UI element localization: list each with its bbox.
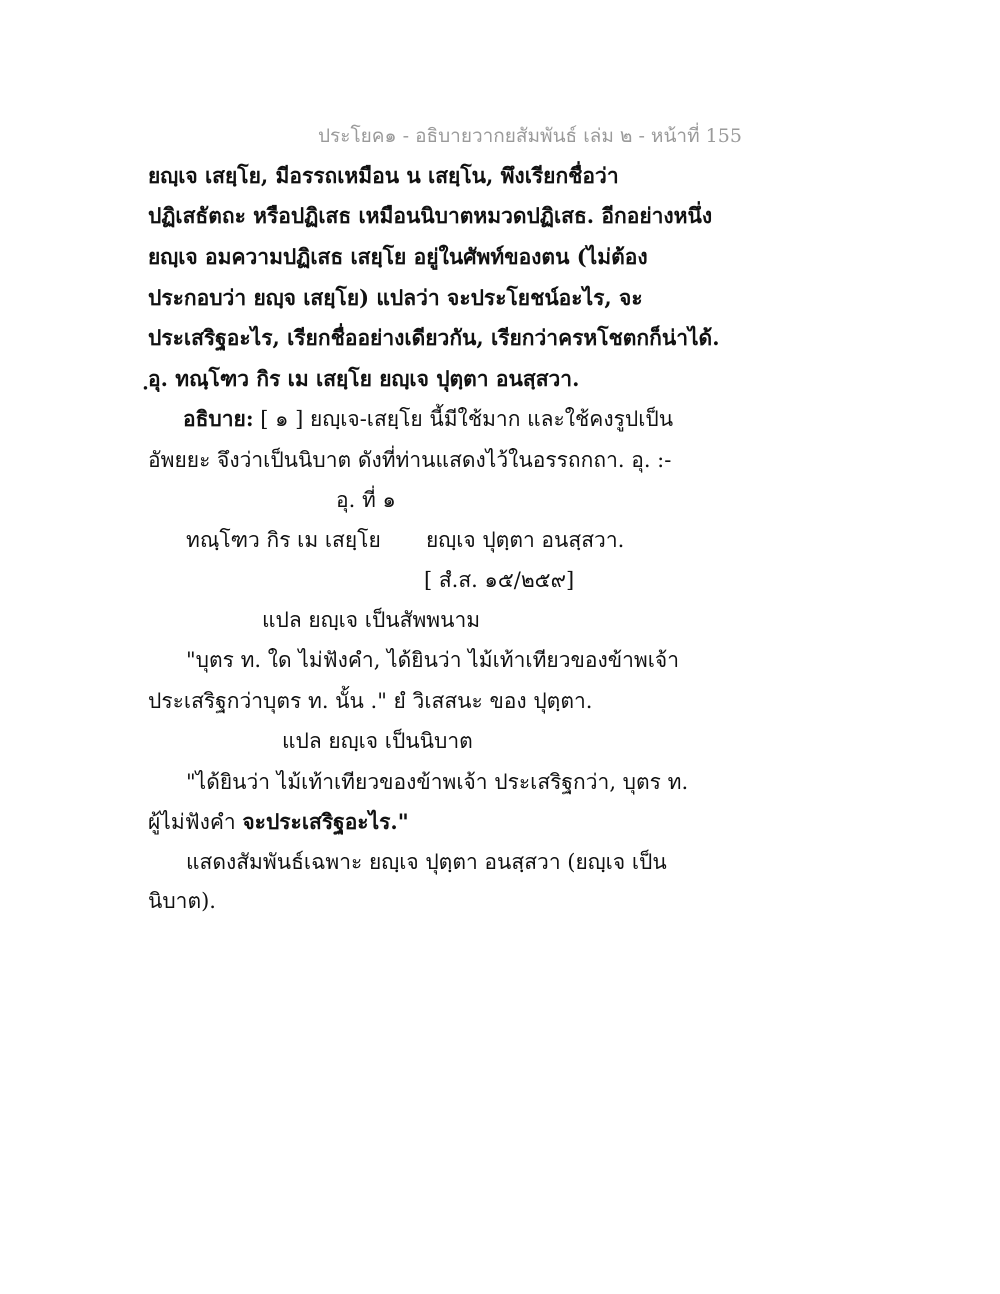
bold-paragraph-line: ฺอุ. ทณฺโฑว กิร เม เสยฺโย ยญฺเจ ปุตฺตา อนสฺสวา. bbox=[148, 366, 580, 391]
explanation-text: [ ๑ ] ยญฺเจ-เสยฺโย นี้มีใช้มาก และใช้คงรูปเป็น bbox=[253, 407, 674, 431]
verse-left: ทณฺโฑว กิร เม เสยฺโย bbox=[186, 528, 381, 552]
bold-paragraph-line: ประกอบว่า ยญฺจ เสยฺโย) แปลว่า จะประโยชน์อะไร, จะ bbox=[148, 285, 643, 310]
bold-paragraph-line: ยญฺเจ อมความปฏิเสธ เสยฺโย อยู่ในศัพท์ของตน (ไม่ต้อง bbox=[148, 244, 648, 269]
pronoun-translation-line: ประเสริฐกว่าบุตร ท. นั้น ." ยํ วิเสสนะ ของ ปุตฺตา. bbox=[148, 689, 593, 713]
particle-translation-line: "ได้ยินว่า ไม้เท้าเทียวของข้าพเจ้า ประเสริฐกว่า, บุตร ท. bbox=[186, 770, 689, 794]
relation-line: นิบาต). bbox=[148, 889, 216, 913]
particle-heading: แปล ยญฺเจ เป็นนิบาต bbox=[282, 729, 473, 753]
bold-paragraph-line: ประเสริฐอะไร, เรียกชื่ออย่างเดียวกัน, เรียกว่าครหโชตกก็น่าได้. bbox=[148, 325, 720, 350]
example-title: อุ. ที่ ๑ bbox=[336, 488, 396, 512]
page-header: ประโยค๑ - อธิบายวากยสัมพันธ์ เล่ม ๒ - หน้าที่ 155 bbox=[318, 125, 742, 147]
bold-paragraph-line: ยญฺเจ เสยฺโย, มีอรรถเหมือน น เสยฺโน, พึงเรียกชื่อว่า bbox=[148, 163, 619, 188]
particle-translation-line bbox=[148, 807, 409, 837]
explanation-label: อธิบาย: bbox=[183, 406, 254, 431]
relation-line: แสดงสัมพันธ์เฉพาะ ยญฺเจ ปุตฺตา อนสฺสวา (ยญฺเจ เป็น bbox=[186, 850, 667, 874]
pronoun-heading: แปล ยญฺเจ เป็นสัพพนาม bbox=[262, 608, 481, 632]
particle-translation-bold: จะประเสริฐอะไร." bbox=[242, 809, 409, 834]
pronoun-translation-line: "บุตร ท. ใด ไม่ฟังคำ, ได้ยินว่า ไม้เท้าเทียวของข้าพเจ้า bbox=[186, 648, 679, 672]
particle-translation-plain: ผู้ไม่ฟังคำ bbox=[148, 810, 243, 834]
verse-reference: [ สํ.ส. ๑๕/๒๕๙] bbox=[424, 568, 575, 592]
bold-paragraph-line: ปฏิเสธัตถะ หรือปฏิเสธ เหมือนนิบาตหมวดปฏิเสธ. อีกอย่างหนึ่ง bbox=[148, 203, 713, 228]
explanation-line-2: อัพยยะ จึงว่าเป็นนิบาต ดังที่ท่านแสดงไว้ในอรรถกถา. อุ. :- bbox=[148, 448, 672, 472]
explanation-line bbox=[183, 404, 673, 434]
verse-right: ยญฺเจ ปุตฺตา อนสฺสวา. bbox=[426, 528, 625, 552]
